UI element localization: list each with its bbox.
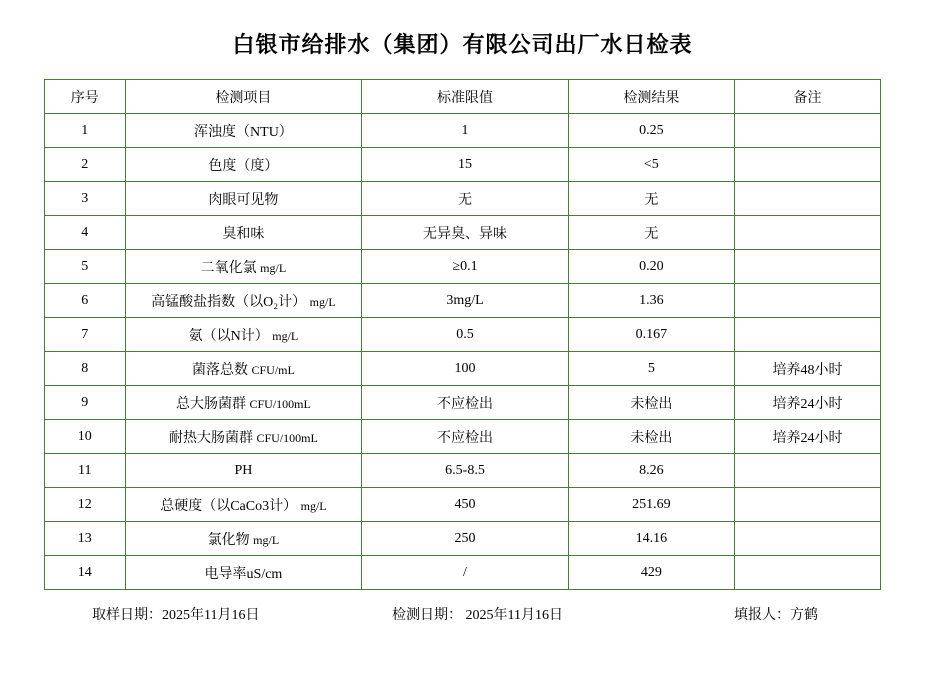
cell-note bbox=[734, 318, 880, 352]
cell-result: 1.36 bbox=[568, 284, 734, 318]
cell-result: 8.26 bbox=[568, 454, 734, 488]
cell-index: 5 bbox=[45, 250, 126, 284]
cell-item bbox=[125, 250, 362, 284]
cell-standard: 无 bbox=[362, 182, 568, 216]
test-date: 检测日期： 2025年11月16日 bbox=[392, 608, 563, 623]
cell-standard: 3mg/L bbox=[362, 284, 568, 318]
cell-note bbox=[734, 148, 880, 182]
table-row bbox=[45, 216, 881, 250]
table-row bbox=[45, 556, 881, 590]
cell-item-unit: CFU/100mL bbox=[249, 396, 311, 411]
table-row bbox=[45, 318, 881, 352]
cell-result: 0.25 bbox=[568, 114, 734, 148]
cell-item-name: 氨（以N计） bbox=[188, 328, 269, 344]
cell-standard: ≥0.1 bbox=[362, 250, 568, 284]
cell-note bbox=[734, 556, 880, 590]
cell-item-name: 高锰酸盐指数（以O₂计） bbox=[151, 294, 307, 310]
cell-result: 5 bbox=[568, 352, 734, 386]
cell-note: 培养24小时 bbox=[734, 386, 880, 420]
water-quality-table bbox=[44, 79, 881, 590]
cell-item bbox=[125, 386, 362, 420]
cell-item bbox=[125, 556, 362, 590]
cell-index: 6 bbox=[45, 284, 126, 318]
cell-item-unit: mg/L bbox=[253, 532, 280, 547]
cell-note bbox=[734, 488, 880, 522]
cell-index: 12 bbox=[45, 488, 126, 522]
cell-result: 14.16 bbox=[568, 522, 734, 556]
cell-standard: 250 bbox=[362, 522, 568, 556]
cell-standard: / bbox=[362, 556, 568, 590]
cell-result: 无 bbox=[568, 216, 734, 250]
header-item: 检测项目 bbox=[125, 80, 362, 114]
table-row bbox=[45, 386, 881, 420]
footer bbox=[0, 604, 925, 624]
table-row bbox=[45, 488, 881, 522]
cell-result: 429 bbox=[568, 556, 734, 590]
cell-item bbox=[125, 182, 362, 216]
table-row bbox=[45, 454, 881, 488]
cell-item-name: PH bbox=[234, 462, 253, 478]
cell-item-name: 耐热大肠菌群 bbox=[169, 430, 253, 446]
cell-item-name: 氯化物 bbox=[207, 532, 250, 548]
table-row bbox=[45, 114, 881, 148]
cell-item-unit: mg/L bbox=[260, 260, 287, 275]
table-body bbox=[45, 114, 881, 590]
cell-item bbox=[125, 454, 362, 488]
table-row bbox=[45, 522, 881, 556]
cell-item-name: 色度（度） bbox=[208, 158, 279, 174]
cell-item bbox=[125, 522, 362, 556]
cell-result: 未检出 bbox=[568, 420, 734, 454]
cell-item bbox=[125, 148, 362, 182]
table-row bbox=[45, 420, 881, 454]
reporter: 填报人：方鹤 bbox=[734, 608, 818, 623]
cell-index: 2 bbox=[45, 148, 126, 182]
cell-item bbox=[125, 420, 362, 454]
cell-item-name: 浑浊度（NTU） bbox=[194, 124, 293, 140]
cell-item bbox=[125, 216, 362, 250]
table-row bbox=[45, 182, 881, 216]
cell-item-unit: mg/L bbox=[300, 498, 327, 513]
cell-item-name: 总硬度（以CaCo3计） bbox=[160, 498, 298, 514]
cell-standard: 1 bbox=[362, 114, 568, 148]
cell-standard: 450 bbox=[362, 488, 568, 522]
cell-item bbox=[125, 488, 362, 522]
cell-result: 无 bbox=[568, 182, 734, 216]
cell-item bbox=[125, 114, 362, 148]
cell-standard: 不应检出 bbox=[362, 420, 568, 454]
sampling-date: 取样日期：2025年11月16日 bbox=[92, 608, 260, 623]
cell-standard: 不应检出 bbox=[362, 386, 568, 420]
cell-standard: 无异臭、异味 bbox=[362, 216, 568, 250]
table-row bbox=[45, 148, 881, 182]
cell-result: <5 bbox=[568, 148, 734, 182]
cell-standard: 6.5-8.5 bbox=[362, 454, 568, 488]
cell-item-unit: CFU/100mL bbox=[256, 430, 318, 445]
cell-standard: 15 bbox=[362, 148, 568, 182]
cell-item-name: 菌落总数 bbox=[192, 362, 248, 378]
table-row bbox=[45, 250, 881, 284]
cell-index: 10 bbox=[45, 420, 126, 454]
cell-note bbox=[734, 182, 880, 216]
header-result: 检测结果 bbox=[568, 80, 734, 114]
cell-result: 0.167 bbox=[568, 318, 734, 352]
cell-note bbox=[734, 250, 880, 284]
cell-item-name: 二氧化氯 bbox=[200, 260, 257, 276]
header-note: 备注 bbox=[734, 80, 880, 114]
cell-item-name: 电导率uS/cm bbox=[204, 566, 283, 582]
cell-item-name: 臭和味 bbox=[222, 226, 265, 242]
table-row bbox=[45, 352, 881, 386]
cell-item-name: 肉眼可见物 bbox=[208, 192, 279, 208]
document-page bbox=[0, 28, 925, 688]
cell-index: 4 bbox=[45, 216, 126, 250]
cell-index: 1 bbox=[45, 114, 126, 148]
cell-index: 9 bbox=[45, 386, 126, 420]
header-index: 序号 bbox=[45, 80, 126, 114]
cell-result: 未检出 bbox=[568, 386, 734, 420]
cell-item bbox=[125, 352, 362, 386]
table-header-row bbox=[45, 80, 881, 114]
cell-result: 251.69 bbox=[568, 488, 734, 522]
cell-note bbox=[734, 284, 880, 318]
cell-standard: 0.5 bbox=[362, 318, 568, 352]
cell-note bbox=[734, 114, 880, 148]
cell-note: 培养48小时 bbox=[734, 352, 880, 386]
cell-item-name: 总大肠菌群 bbox=[176, 396, 246, 412]
page-title: 白银市给排水（集团）有限公司出厂水日检表 bbox=[232, 32, 693, 57]
cell-index: 13 bbox=[45, 522, 126, 556]
cell-index: 7 bbox=[45, 318, 126, 352]
table-row bbox=[45, 284, 881, 318]
cell-index: 14 bbox=[45, 556, 126, 590]
cell-item-unit: CFU/mL bbox=[251, 362, 295, 377]
cell-item-unit: mg/L bbox=[309, 294, 336, 309]
cell-item-unit: mg/L bbox=[272, 328, 299, 343]
cell-item bbox=[125, 318, 362, 352]
cell-note bbox=[734, 522, 880, 556]
table-container bbox=[0, 79, 925, 590]
table-header bbox=[45, 80, 881, 114]
cell-result: 0.20 bbox=[568, 250, 734, 284]
cell-note bbox=[734, 454, 880, 488]
cell-note: 培养24小时 bbox=[734, 420, 880, 454]
cell-standard: 100 bbox=[362, 352, 568, 386]
cell-index: 8 bbox=[45, 352, 126, 386]
cell-item bbox=[125, 284, 362, 318]
cell-note bbox=[734, 216, 880, 250]
cell-index: 11 bbox=[45, 454, 126, 488]
header-standard: 标准限值 bbox=[362, 80, 568, 114]
cell-index: 3 bbox=[45, 182, 126, 216]
